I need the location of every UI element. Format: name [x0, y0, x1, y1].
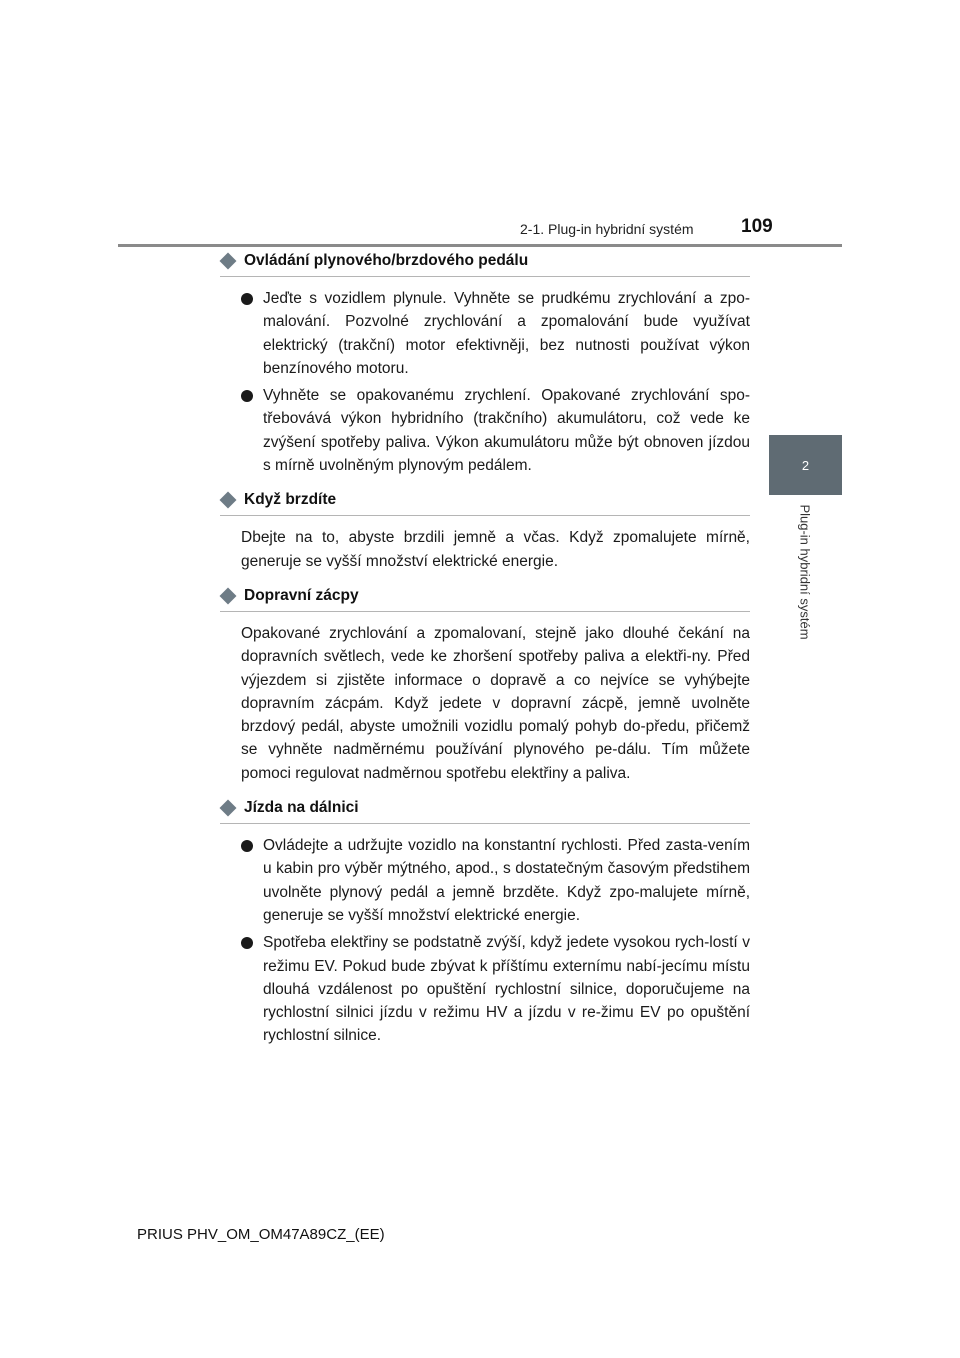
running-header: 2-1. Plug-in hybridní systém — [520, 221, 694, 237]
list-item — [241, 287, 750, 380]
chapter-side-label: Plug-in hybridní systém — [797, 504, 813, 640]
bullet-dot-icon — [241, 840, 253, 852]
section-heading — [220, 252, 750, 277]
section-title: Dopravní zácpy — [244, 586, 359, 604]
section-title: Když brzdíte — [244, 491, 337, 509]
section-traffic-jams — [220, 587, 750, 785]
section-paragraph: Opakované zrychlování a zpomalovaní, stejně jako dlouhé čekání na dopravních světlech, vede ke zhoršení spotřeby paliva a elektři-ny. Před výjezdem si zjistěte informace o dopravě a co nejvíce se vyhýbejte dopravním zácpám. Když jedete v dopravní zácpě, jemně uvolněte brzdový pedál, abyste umožnili vozidlu pomalý pohyb do-předu, přičemž se vyhněte nadměrnému používání plynového pe-dálu. Tím můžete pomoci regulovat nadměrnou spotřebu elektřiny a paliva. — [241, 624, 750, 782]
list-item-text: Vyhněte se opakovanému zrychlení. Opakované zrychlování spo-třebovává výkon hybridního (trakčního) akumulátoru, což vede ke zvýšení spotřeby paliva. Výkon akumulátoru může být obnoven jízdou s mírně uvolněným plynovým pedálem. — [263, 387, 750, 475]
list-item-text: Spotřeba elektřiny se podstatně zvýší, když jedete vysokou rych-lostí v režimu EV. Pokud bude zbývat k příštímu externímu nabí-jecímu místu dlouhá vzdálenost po opuštění rychlostní silnice, doporučujeme na rychlostní silnici jízdu v režimu HV a jízdu v re-žimu EV po opuštění rychlostní silnice. — [263, 934, 750, 1045]
page-number: 109 — [741, 216, 773, 237]
bullet-dot-icon — [241, 293, 253, 305]
section-braking — [220, 491, 750, 573]
diamond-bullet-icon — [220, 587, 237, 604]
section-heading — [220, 491, 750, 516]
bullet-dot-icon — [241, 937, 253, 949]
section-heading — [220, 587, 750, 612]
chapter-tab — [769, 435, 842, 495]
list-item-text: Ovládejte a udržujte vozidlo na konstantní rychlosti. Před zasta-vením u kabin pro výběr mýtného, apod., s dostatečným časovým předstihem uvolněte plynový pedál a jemně brzděte. Když zpo-malujete mírně, generuje se vyšší množství elektrické energie. — [263, 837, 750, 924]
section-paragraph: Dbejte na to, abyste brzdili jemně a včas. Když zpomalujete mírně, generuje se vyšší množství elektrické energie. — [241, 529, 750, 570]
diamond-bullet-icon — [220, 492, 237, 509]
list-item — [241, 834, 750, 927]
diamond-bullet-icon — [220, 253, 237, 270]
section-title: Jízda na dálnici — [244, 799, 359, 817]
list-item-text: Jeďte s vozidlem plynule. Vyhněte se prudkému zrychlování a zpo-malování. Pozvolné zrychlování a zpomalování bude využívat elektrický (trakční) motor efektivněji, bez nutnosti používat výkon benzínového motoru. — [263, 290, 750, 377]
section-highway-driving — [220, 799, 750, 1048]
document-code: PRIUS PHV_OM_OM47A89CZ_(EE) — [137, 1226, 385, 1243]
list-item — [241, 384, 750, 477]
section-title: Ovládání plynového/brzdového pedálu — [244, 252, 529, 269]
section-pedal-control — [220, 252, 750, 477]
diamond-bullet-icon — [220, 800, 237, 817]
list-item — [241, 931, 750, 1047]
page-content — [220, 252, 750, 1062]
chapter-tab-number: 2 — [801, 457, 810, 473]
bullet-dot-icon — [241, 390, 253, 402]
header-rule — [118, 244, 842, 247]
section-heading — [220, 799, 750, 824]
